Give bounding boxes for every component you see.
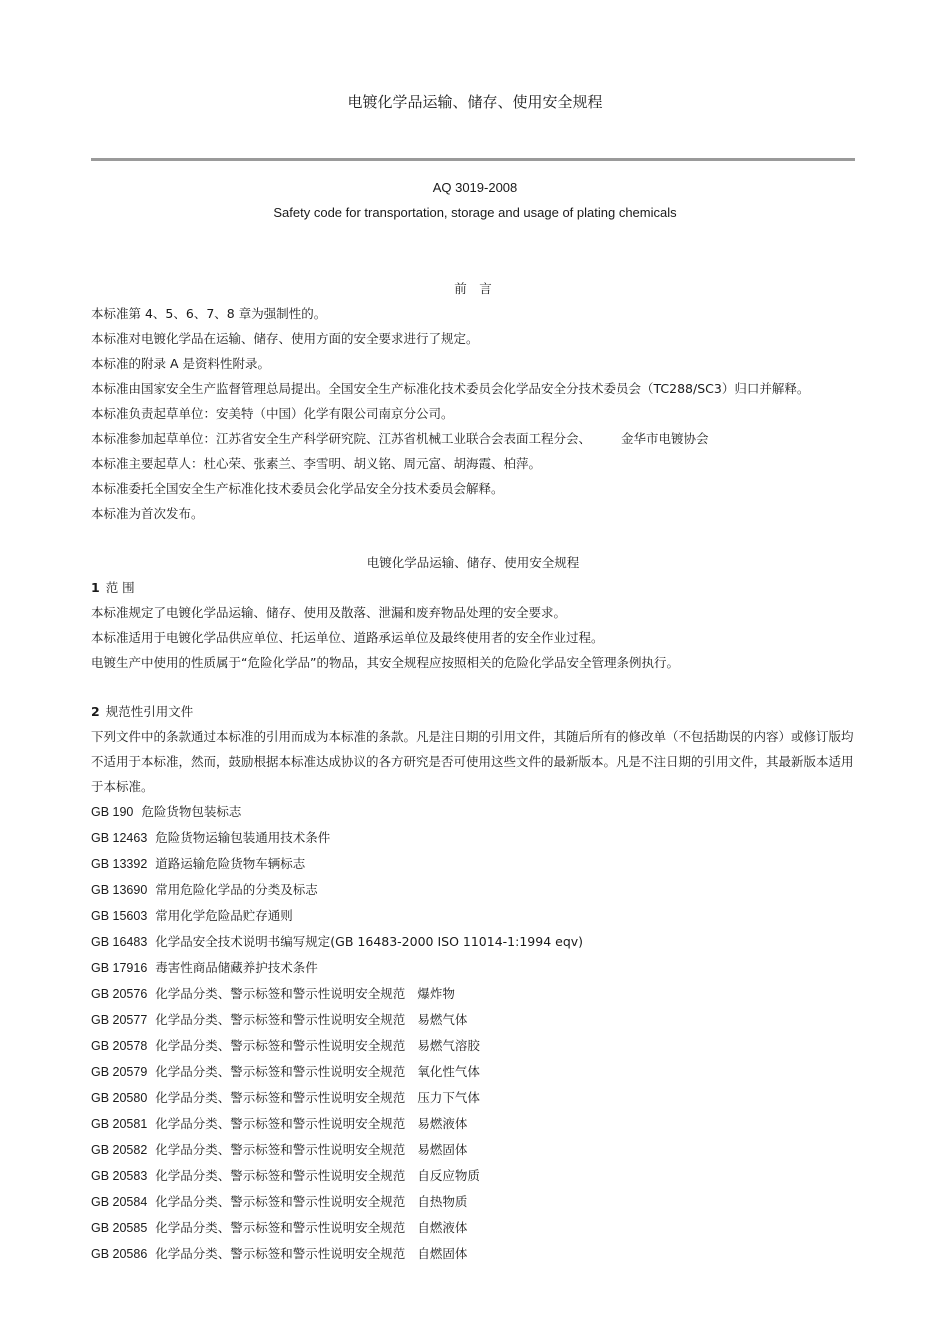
foreword-line: 本标准为首次发布。 [91, 506, 204, 521]
reference-code: GB 20581 [91, 1117, 148, 1131]
reference-code: GB 15603 [91, 909, 148, 923]
section-1-line: 本标准适用于电镀化学品供应单位、托运单位、道路承运单位及最终使用者的安全作业过程。 [91, 630, 604, 645]
reference-item [91, 1111, 861, 1137]
reference-title: 化学品分类、警示标签和警示性说明安全规范 [155, 1142, 406, 1157]
reference-code: GB 20576 [91, 987, 148, 1001]
reference-code: GB 20584 [91, 1195, 148, 1209]
reference-title: 化学品分类、警示标签和警示性说明安全规范 [155, 1064, 406, 1079]
reference-code: GB 17916 [91, 961, 148, 975]
foreword-line: 本标准由国家安全生产监督管理总局提出。全国安全生产标准化技术委员会化学品安全分技术委员会（TC288/SC3）归口并解释。 [91, 381, 810, 396]
section-number: 1 [91, 580, 100, 595]
reference-subtitle: 易燃气溶胶 [417, 1038, 480, 1053]
reference-code: GB 13392 [91, 857, 148, 871]
reference-item [91, 1059, 861, 1085]
section-2-intro: 下列文件中的条款通过本标准的引用而成为本标准的条款。凡是注日期的引用文件，其随后所有的修改单（不包括勘误的内容）或修订版均不适用于本标准，然而，鼓励根据本标准达成协议的各方研究是否可使用这些文件的最新版本。凡是不注日期的引用文件，其最新版本适用于本标准。 [91, 729, 854, 794]
reference-subtitle: 氧化性气体 [417, 1064, 480, 1079]
reference-subtitle: 自反应物质 [417, 1168, 480, 1183]
reference-subtitle: 自热物质 [417, 1194, 468, 1209]
reference-item [91, 955, 861, 981]
foreword-line: 本标准委托全国安全生产标准化技术委员会化学品安全分技术委员会解释。 [91, 481, 504, 496]
reference-code: GB 20579 [91, 1065, 148, 1079]
reference-code: GB 20585 [91, 1221, 148, 1235]
reference-code: GB 20580 [91, 1091, 148, 1105]
reference-item [91, 1137, 861, 1163]
reference-subtitle: 易燃气体 [417, 1012, 468, 1027]
foreword-line: 本标准第 4、5、6、7、8 章为强制性的。 [91, 306, 327, 321]
reference-code: GB 20586 [91, 1247, 148, 1261]
foreword-participants [91, 426, 861, 451]
section-1-line: 本标准规定了电镀化学品运输、储存、使用及散落、泄漏和废弃物品处理的安全要求。 [91, 605, 567, 620]
reference-item [91, 1085, 861, 1111]
reference-subtitle: 易燃固体 [417, 1142, 468, 1157]
reference-title: 化学品分类、警示标签和警示性说明安全规范 [155, 1012, 406, 1027]
reference-code: GB 20578 [91, 1039, 148, 1053]
reference-subtitle: 自燃固体 [417, 1246, 468, 1261]
reference-code: GB 16483 [91, 935, 148, 949]
standard-number: AQ 3019-2008 [432, 180, 518, 195]
document-title: 电镀化学品运输、储存、使用安全规程 [347, 93, 603, 111]
body-title: 电镀化学品运输、储存、使用安全规程 [366, 555, 580, 570]
section-1-heading [91, 575, 861, 600]
foreword-line: 本标准的附录 A 是资料性附录。 [91, 356, 270, 371]
section-2-heading [91, 699, 861, 724]
reference-title: 化学品分类、警示标签和警示性说明安全规范 [155, 986, 406, 1001]
reference-item [91, 1189, 861, 1215]
reference-item [91, 1007, 861, 1033]
reference-title: 危险货物包装标志 [141, 804, 242, 819]
section-heading-text: 规范性引用文件 [105, 704, 194, 719]
foreword-line: 本标准主要起草人：杜心荣、张素兰、李雪明、胡义铭、周元富、胡海霞、柏萍。 [91, 456, 542, 471]
reference-item [91, 799, 861, 825]
reference-title: 化学品分类、警示标签和警示性说明安全规范 [155, 1168, 406, 1183]
section-number: 2 [91, 704, 100, 719]
reference-title: 化学品分类、警示标签和警示性说明安全规范 [155, 1090, 406, 1105]
reference-title: 化学品分类、警示标签和警示性说明安全规范 [155, 1116, 406, 1131]
foreword-line: 本标准负责起草单位：安美特（中国）化学有限公司南京分公司。 [91, 406, 454, 421]
reference-code: GB 13690 [91, 883, 148, 897]
foreword-heading: 前 言 [454, 281, 492, 296]
reference-item [91, 1033, 861, 1059]
reference-title: 化学品分类、警示标签和警示性说明安全规范 [155, 1220, 406, 1235]
reference-title: 常用化学危险品贮存通则 [155, 908, 293, 923]
reference-code: GB 20583 [91, 1169, 148, 1183]
reference-item [91, 1241, 861, 1267]
section-heading-text: 范 围 [105, 580, 135, 595]
reference-title: 化学品安全技术说明书编写规定(GB 16483-2000 ISO 11014-1:1994 eqv) [155, 934, 584, 949]
document-body [91, 276, 861, 1267]
reference-item [91, 929, 861, 955]
reference-title: 化学品分类、警示标签和警示性说明安全规范 [155, 1038, 406, 1053]
reference-item [91, 981, 861, 1007]
reference-item [91, 877, 861, 903]
reference-title: 化学品分类、警示标签和警示性说明安全规范 [155, 1246, 406, 1261]
foreword-line: 本标准对电镀化学品在运输、储存、使用方面的安全要求进行了规定。 [91, 331, 479, 346]
reference-code: GB 12463 [91, 831, 148, 845]
reference-code: GB 20577 [91, 1013, 148, 1027]
reference-title: 危险货物运输包装通用技术条件 [155, 830, 331, 845]
reference-title: 道路运输危险货物车辆标志 [155, 856, 306, 871]
reference-item [91, 1215, 861, 1241]
section-1-line: 电镀生产中使用的性质属于“危险化学品”的物品，其安全规程应按照相关的危险化学品安全管理条例执行。 [91, 655, 679, 670]
reference-item [91, 851, 861, 877]
reference-subtitle: 爆炸物 [417, 986, 455, 1001]
participants-part-b: 金华市电镀协会 [621, 431, 709, 446]
header-rule [91, 158, 855, 161]
reference-code: GB 190 [91, 805, 134, 819]
reference-list [91, 799, 861, 1267]
reference-item [91, 1163, 861, 1189]
reference-title: 化学品分类、警示标签和警示性说明安全规范 [155, 1194, 406, 1209]
reference-subtitle: 易燃液体 [417, 1116, 468, 1131]
reference-item [91, 903, 861, 929]
reference-subtitle: 压力下气体 [417, 1090, 480, 1105]
participants-part-a: 本标准参加起草单位：江苏省安全生产科学研究院、江苏省机械工业联合会表面工程分会、 [91, 431, 592, 446]
english-title: Safety code for transportation, storage and usage of plating chemicals [273, 205, 677, 220]
reference-item [91, 825, 861, 851]
reference-subtitle: 自燃液体 [417, 1220, 468, 1235]
reference-title: 常用危险化学品的分类及标志 [155, 882, 318, 897]
reference-code: GB 20582 [91, 1143, 148, 1157]
reference-title: 毒害性商品储藏养护技术条件 [155, 960, 318, 975]
